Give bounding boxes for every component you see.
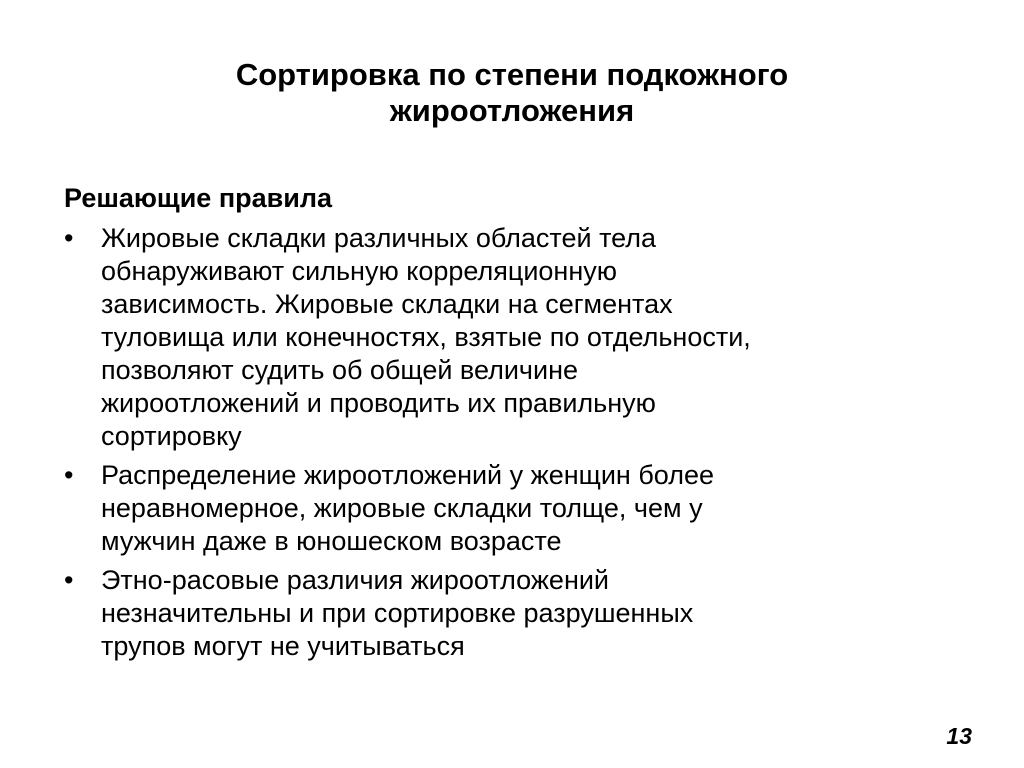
slide-title-line: жироотложения bbox=[389, 93, 635, 128]
bullet-text bbox=[101, 459, 964, 558]
bullet-list bbox=[64, 222, 964, 669]
bullet-text-line: Жировые складки различных областей тела bbox=[101, 223, 657, 253]
bullet-text-line: трупов могут не учитываться bbox=[101, 631, 465, 661]
bullet-text-line: сортировку bbox=[101, 421, 242, 451]
bullet-text-line: незначительны и при сортировке разрушенных bbox=[101, 598, 694, 628]
slide-title bbox=[0, 57, 1024, 129]
bullet-text-line: неравномерное, жировые складки толще, чем у bbox=[101, 493, 703, 523]
bullet-marker: • bbox=[64, 460, 74, 490]
bullet-text-line: позволяют судить об общей величине bbox=[101, 355, 578, 385]
bullet-text-line: мужчин даже в юношеском возрасте bbox=[101, 526, 562, 556]
bullet-text bbox=[101, 222, 964, 453]
bullet-marker: • bbox=[64, 565, 74, 595]
section-heading: Решающие правила bbox=[64, 183, 333, 213]
bullet-item bbox=[64, 459, 964, 558]
bullet-text-line: туловища или конечностях, взятые по отдельности, bbox=[101, 322, 751, 352]
bullet-text-line: обнаруживают сильную корреляционную bbox=[101, 256, 618, 286]
bullet-item bbox=[64, 222, 964, 453]
bullet-text-line: Распределение жироотложений у женщин более bbox=[101, 460, 715, 490]
slide-title-line: Сортировка по степени подкожного bbox=[235, 57, 789, 92]
bullet-marker: • bbox=[64, 223, 74, 253]
bullet-item bbox=[64, 564, 964, 663]
bullet-text bbox=[101, 564, 964, 663]
bullet-text-line: жироотложений и проводить их правильную bbox=[101, 388, 656, 418]
bullet-text-line: зависимость. Жировые складки на сегментах bbox=[101, 289, 673, 319]
bullet-text-line: Этно-расовые различия жироотложений bbox=[101, 565, 610, 595]
page-number: 13 bbox=[946, 723, 972, 749]
